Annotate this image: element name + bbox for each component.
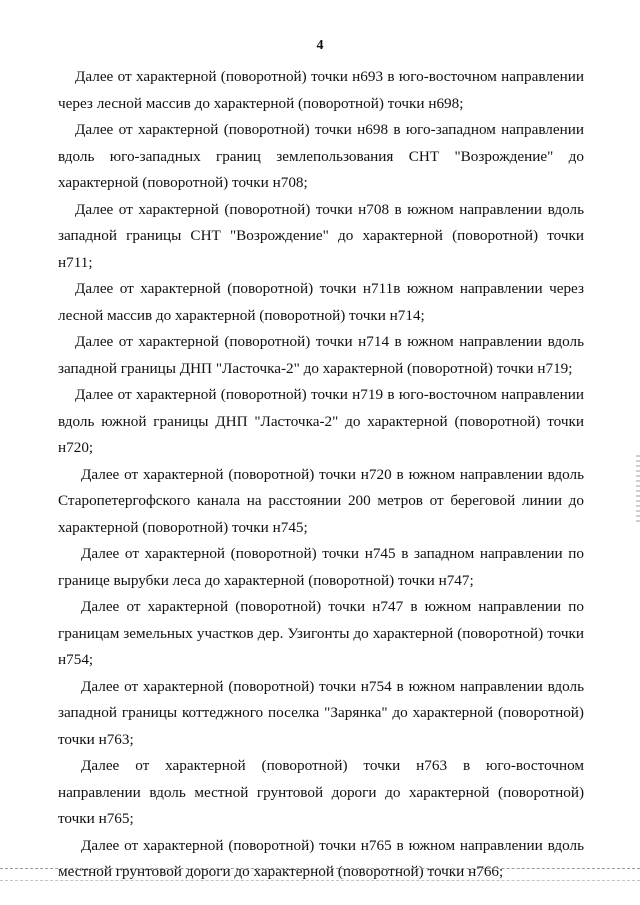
page-number: 4 [316, 38, 324, 53]
paragraph-10: Далее от характерной (поворотной) точки н754 в южном направлении вдоль западной границы коттеджного поселка "Зарянка" до характерной (поворотной) точки н763; [58, 677, 584, 748]
document-body [58, 64, 584, 886]
paragraph-11: Далее от характерной (поворотной) точки н763 в юго-восточном направлении вдоль местной грунтовой дороги до характерной (поворотной) точки н765; [58, 757, 584, 827]
scan-edge-artifact [636, 455, 640, 525]
paragraph-12: Далее от характерной (поворотной) точки н765 в южном направлении вдоль местной грунтовой дороги до характерной (поворотной) точки н766; [58, 836, 584, 880]
paragraph-9: Далее от характерной (поворотной) точки н747 в южном направлении по границам земельных участков дер. Узигонты до характерной (поворотной) точки н754; [58, 598, 584, 668]
paragraph-8: Далее от характерной (поворотной) точки н745 в западном направлении по границе вырубки леса до характерной (поворотной) точки н747; [58, 545, 584, 589]
paragraph-6: Далее от характерной (поворотной) точки н719 в юго-восточном направлении вдоль южной границы ДНП "Ласточка-2" до характерной (поворотной) точки н720; [58, 386, 584, 456]
paragraph-5: Далее от характерной (поворотной) точки н714 в южном направлении вдоль западной границы ДНП "Ласточка-2" до характерной (поворотной) точки н719; [58, 333, 584, 377]
paragraph-7: Далее от характерной (поворотной) точки н720 в южном направлении вдоль Старопетергофского канала на расстоянии 200 метров от береговой линии до характерной (поворотной) точки н745; [58, 465, 584, 536]
paragraph-2: Далее от характерной (поворотной) точки н698 в юго-западном направлении вдоль юго-западных границ землепользования СНТ "Возрождение" до характерной (поворотной) точки н708; [58, 121, 584, 191]
paragraph-3: Далее от характерной (поворотной) точки н708 в южном направлении вдоль западной границы СНТ "Возрождение" до характерной (поворотной) точки н711; [58, 200, 584, 271]
paragraph-1: Далее от характерной (поворотной) точки н693 в юго-восточном направлении через лесной массив до характерной (поворотной) точки н698; [58, 68, 584, 112]
scan-artifact-line [0, 868, 640, 869]
scan-artifact-line [0, 880, 640, 881]
paragraph-4: Далее от характерной (поворотной) точки н711в южном направлении через лесной массив до характерной (поворотной) точки н714; [58, 280, 584, 324]
